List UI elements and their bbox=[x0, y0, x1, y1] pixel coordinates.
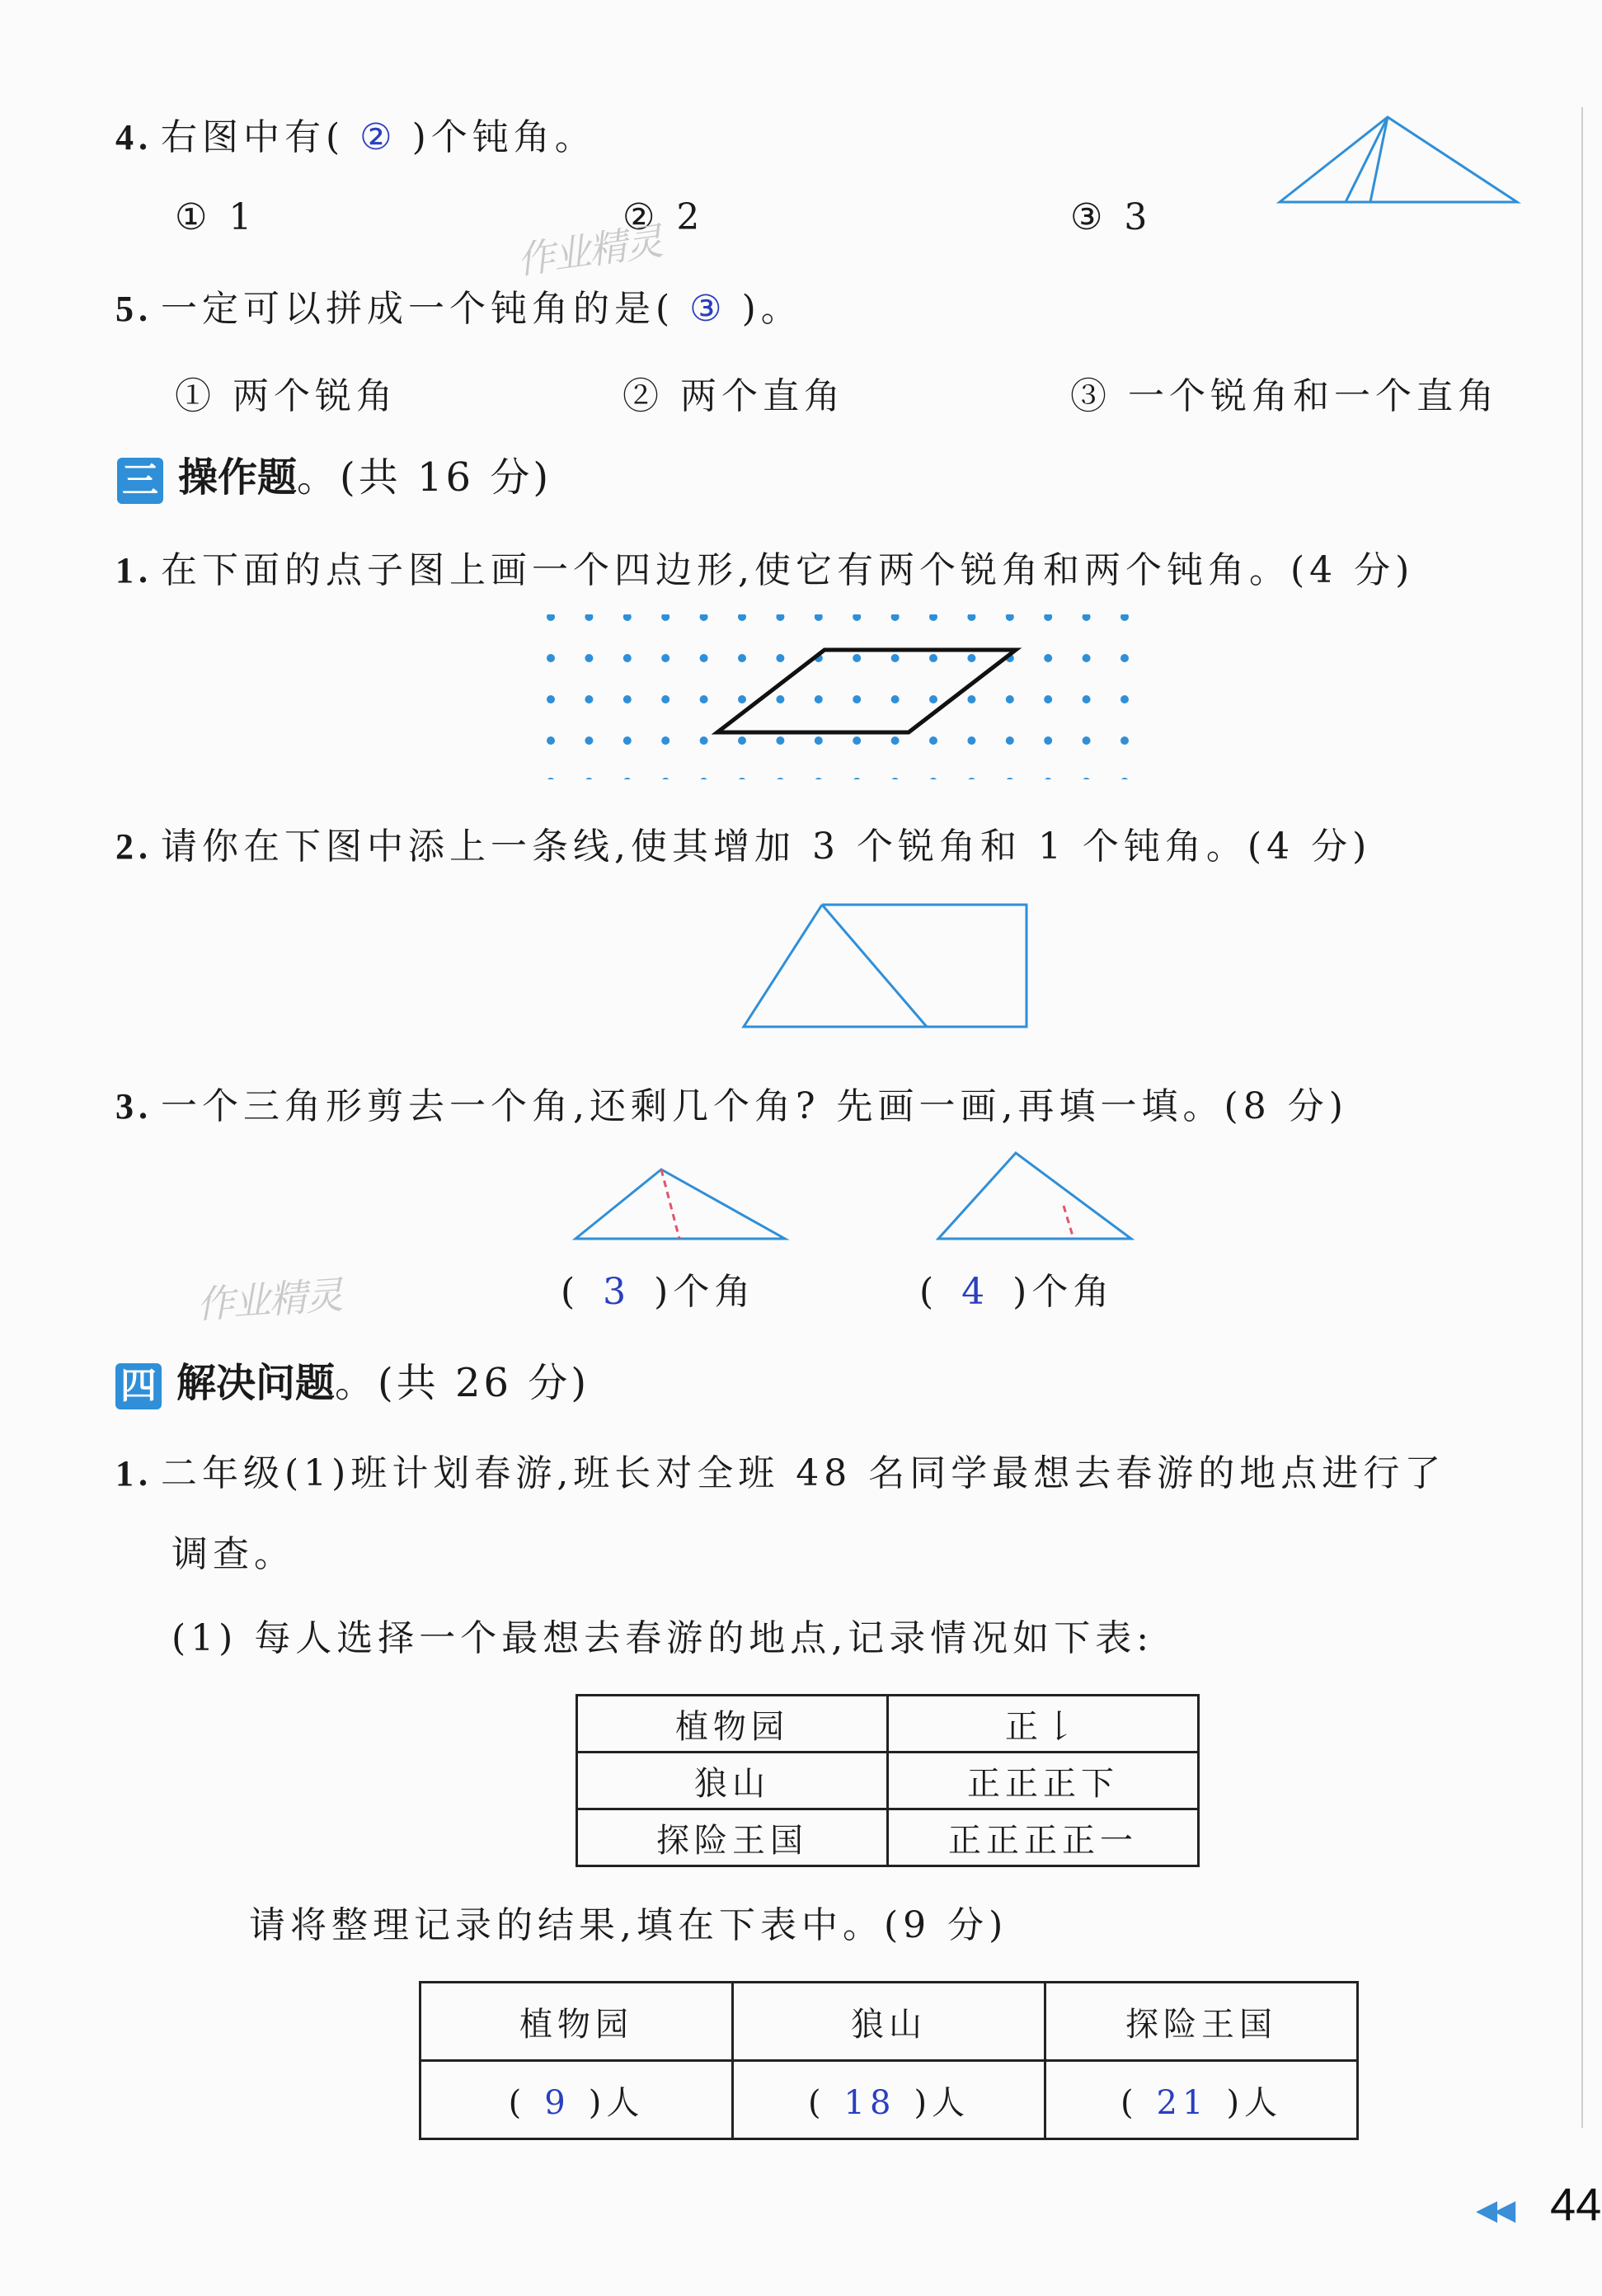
grid-dot bbox=[623, 695, 632, 703]
table-header-row bbox=[420, 1983, 1358, 2061]
q5-option-1: ① 两个锐角 bbox=[175, 375, 397, 417]
answer-suffix: )人 bbox=[588, 2083, 645, 2122]
grid-dot bbox=[1120, 695, 1129, 703]
triangle-outline bbox=[1280, 117, 1517, 202]
grid-dot bbox=[585, 654, 593, 662]
q5-option-3: ③ 一个锐角和一个直角 bbox=[1070, 375, 1499, 417]
q4-option-1: ① 1 bbox=[175, 196, 257, 238]
table-row bbox=[577, 1696, 1199, 1753]
answer: 18 bbox=[843, 2083, 896, 2122]
header-cell: 植物园 bbox=[420, 1983, 733, 2061]
figure-inner-line bbox=[822, 905, 927, 1027]
grid-dot bbox=[1083, 654, 1091, 662]
grid-dot bbox=[929, 695, 937, 703]
cut-line bbox=[1064, 1206, 1073, 1239]
question-5 bbox=[115, 279, 802, 332]
grid-dot bbox=[1083, 736, 1091, 745]
grid-dot bbox=[1120, 736, 1129, 745]
grid-dot bbox=[815, 778, 823, 779]
grid-dot bbox=[661, 695, 669, 703]
question-number: 3. bbox=[115, 1086, 153, 1127]
grid-dot bbox=[1044, 654, 1052, 662]
grid-dot bbox=[661, 614, 669, 621]
s3-question-1 bbox=[115, 540, 1414, 593]
triangle-2-answer bbox=[919, 1262, 1114, 1315]
s4-question-1-line2: 调查。 bbox=[171, 1533, 295, 1575]
grid-dot bbox=[585, 614, 593, 621]
q4-option-2: ② 2 bbox=[622, 196, 705, 238]
grid-dot bbox=[1083, 695, 1091, 703]
open-paren: ( bbox=[919, 1271, 939, 1313]
grid-dot bbox=[853, 614, 861, 621]
grid-dot bbox=[623, 654, 632, 662]
grid-dot bbox=[547, 695, 555, 703]
open-paren: ( bbox=[807, 2083, 826, 2122]
grid-dot bbox=[547, 778, 555, 779]
cut-triangle-2 bbox=[932, 1146, 1138, 1245]
grid-dot bbox=[776, 654, 784, 662]
grid-dot bbox=[661, 736, 669, 745]
s4-subquestion-1: (1) 每人选择一个最想去春游的地点,记录情况如下表: bbox=[171, 1617, 1154, 1659]
question-text: 二年级(1)班计划春游,班长对全班 48 名同学最想去春游的地点进行了 bbox=[161, 1452, 1446, 1494]
grid-dot bbox=[547, 654, 555, 662]
grid-dot bbox=[967, 695, 975, 703]
grid-dot bbox=[738, 778, 746, 779]
header-cell: 探险王国 bbox=[1045, 1983, 1358, 2061]
answer: 21 bbox=[1156, 2083, 1209, 2122]
triangle-outline bbox=[575, 1169, 785, 1239]
section-badge: 三 bbox=[117, 458, 163, 504]
answer-suffix: )个角 bbox=[1012, 1271, 1115, 1313]
answer: 9 bbox=[544, 2083, 571, 2122]
q5-option-2: ② 两个直角 bbox=[622, 375, 845, 417]
grid-dot bbox=[815, 695, 823, 703]
inner-line-1 bbox=[1346, 117, 1388, 202]
dot-grid-figure bbox=[544, 614, 1154, 779]
grid-dot bbox=[1044, 778, 1052, 779]
triangle-1-answer bbox=[561, 1262, 755, 1315]
grid-dot bbox=[815, 736, 823, 745]
grid-dot bbox=[853, 778, 861, 779]
tally-table bbox=[575, 1694, 1200, 1867]
open-paren: ( bbox=[561, 1271, 580, 1313]
grid-dot bbox=[929, 736, 937, 745]
grid-dot bbox=[891, 695, 900, 703]
grid-dot bbox=[1006, 778, 1014, 779]
question-text-end: )个钝角。 bbox=[411, 116, 596, 158]
table-row bbox=[577, 1809, 1199, 1866]
q4-option-3: ③ 3 bbox=[1070, 196, 1153, 238]
place-cell: 探险王国 bbox=[577, 1809, 888, 1866]
grid-dot bbox=[1006, 736, 1014, 745]
grid-dot bbox=[929, 778, 937, 779]
question-text: 一个三角形剪去一个角,还剩几个角? 先画一画,再填一填。(8 分) bbox=[161, 1085, 1348, 1127]
grid-dot bbox=[1083, 778, 1091, 779]
grid-dot bbox=[700, 654, 708, 662]
question-text-end: )。 bbox=[741, 288, 802, 330]
grid-dot bbox=[661, 654, 669, 662]
cut-triangle-1 bbox=[569, 1163, 792, 1245]
grid-dot bbox=[853, 695, 861, 703]
tally-cell: 正𠄌 bbox=[888, 1696, 1199, 1753]
drawn-parallelogram bbox=[717, 650, 1016, 732]
grid-dot bbox=[661, 778, 669, 779]
grid-dot bbox=[929, 654, 937, 662]
section-score: 。(共 26 分) bbox=[335, 1360, 590, 1406]
answer: 4 bbox=[961, 1271, 990, 1313]
cut-line bbox=[661, 1169, 679, 1239]
grid-dot bbox=[700, 736, 708, 745]
grid-dot bbox=[1044, 695, 1052, 703]
grid-dot bbox=[738, 654, 746, 662]
grid-dot bbox=[853, 736, 861, 745]
grid-dot bbox=[1120, 654, 1129, 662]
s3-question-3 bbox=[115, 1076, 1348, 1129]
answer-suffix: )人 bbox=[914, 2083, 970, 2122]
margin-line bbox=[1581, 107, 1583, 2128]
grid-dot bbox=[547, 614, 555, 621]
place-cell: 狼山 bbox=[577, 1753, 888, 1809]
grid-dot bbox=[891, 736, 900, 745]
grid-dot bbox=[1044, 736, 1052, 745]
grid-dot bbox=[967, 778, 975, 779]
grid-dot bbox=[1120, 778, 1129, 779]
page-arrows-icon: ◀◀ bbox=[1476, 2194, 1513, 2227]
answer-cell bbox=[420, 2061, 733, 2139]
place-cell: 植物园 bbox=[577, 1696, 888, 1753]
answer-suffix: )个角 bbox=[654, 1271, 756, 1313]
question-text: 请你在下图中添上一条线,使其增加 3 个锐角和 1 个钝角。(4 分) bbox=[161, 826, 1372, 868]
grid-dot bbox=[585, 736, 593, 745]
grid-dot bbox=[967, 736, 975, 745]
grid-dot bbox=[815, 614, 823, 621]
question-number: 1. bbox=[115, 1453, 153, 1494]
section-badge: 四 bbox=[115, 1363, 162, 1409]
question-number: 1. bbox=[115, 550, 153, 590]
section-score: 。(共 16 分) bbox=[297, 454, 552, 501]
answer: ② bbox=[359, 116, 397, 158]
watermark: 作业精灵 bbox=[195, 1272, 343, 1328]
tally-cell: 正正正下 bbox=[888, 1753, 1199, 1809]
grid-dot bbox=[776, 778, 784, 779]
s3-question-2 bbox=[115, 816, 1371, 869]
rectangle-figure bbox=[734, 895, 1039, 1035]
grid-dot bbox=[1006, 614, 1014, 621]
grid-dot bbox=[967, 614, 975, 621]
grid-dot bbox=[776, 736, 784, 745]
section-title: 操作题 bbox=[178, 454, 298, 501]
grid-dot bbox=[623, 778, 632, 779]
grid-dot bbox=[700, 614, 708, 621]
grid-dot bbox=[1083, 614, 1091, 621]
result-table bbox=[419, 1981, 1359, 2140]
grid-dot bbox=[891, 614, 900, 621]
grid-dot bbox=[776, 695, 784, 703]
obtuse-triangle-figure bbox=[1270, 107, 1534, 214]
grid-dot bbox=[585, 695, 593, 703]
header-cell: 狼山 bbox=[733, 1983, 1045, 2061]
open-paren: ( bbox=[508, 2083, 527, 2122]
section-3-heading bbox=[117, 445, 552, 504]
grid-dot bbox=[853, 654, 861, 662]
s4-question-1 bbox=[115, 1443, 1445, 1496]
page-number: 44 bbox=[1550, 2178, 1602, 2230]
question-text: 在下面的点子图上画一个四边形,使它有两个锐角和两个钝角。(4 分) bbox=[161, 549, 1415, 591]
grid-dot bbox=[891, 654, 900, 662]
watermark: 作业精灵 bbox=[514, 218, 665, 283]
grid-dot bbox=[1120, 614, 1129, 621]
grid-dot bbox=[623, 736, 632, 745]
grid-dot bbox=[738, 736, 746, 745]
answer-cell bbox=[733, 2061, 1045, 2139]
section-title: 解决问题 bbox=[176, 1360, 336, 1406]
grid-dot bbox=[700, 695, 708, 703]
grid-dot bbox=[776, 614, 784, 621]
section-4-heading bbox=[115, 1351, 590, 1409]
question-number: 2. bbox=[115, 826, 153, 867]
grid-dot bbox=[891, 778, 900, 779]
grid-dot bbox=[547, 736, 555, 745]
grid-dot bbox=[1006, 695, 1014, 703]
grid-dot bbox=[738, 614, 746, 621]
answer-cell bbox=[1045, 2061, 1358, 2139]
answer-suffix: )人 bbox=[1226, 2083, 1283, 2122]
grid-dot bbox=[585, 778, 593, 779]
grid-dot bbox=[738, 695, 746, 703]
grid-dot bbox=[623, 614, 632, 621]
tally-cell: 正正正正一 bbox=[888, 1809, 1199, 1866]
question-number: 4. bbox=[115, 117, 153, 158]
open-paren: ( bbox=[1120, 2083, 1139, 2122]
instruction-text: 请将整理记录的结果,填在下表中。(9 分) bbox=[249, 1904, 1008, 1946]
grid-dot bbox=[967, 654, 975, 662]
answer: ③ bbox=[689, 288, 727, 330]
grid-dot bbox=[700, 778, 708, 779]
question-number: 5. bbox=[115, 289, 153, 329]
table-row bbox=[577, 1753, 1199, 1809]
question-text: 右图中有( bbox=[161, 116, 345, 158]
triangle-outline bbox=[938, 1153, 1131, 1239]
figure-outline bbox=[744, 905, 1027, 1027]
question-4 bbox=[115, 107, 596, 160]
table-row bbox=[420, 2061, 1358, 2139]
answer: 3 bbox=[603, 1271, 632, 1313]
question-text: 一定可以拼成一个钝角的是( bbox=[161, 288, 675, 330]
grid-dot bbox=[929, 614, 937, 621]
grid-dot bbox=[1044, 614, 1052, 621]
